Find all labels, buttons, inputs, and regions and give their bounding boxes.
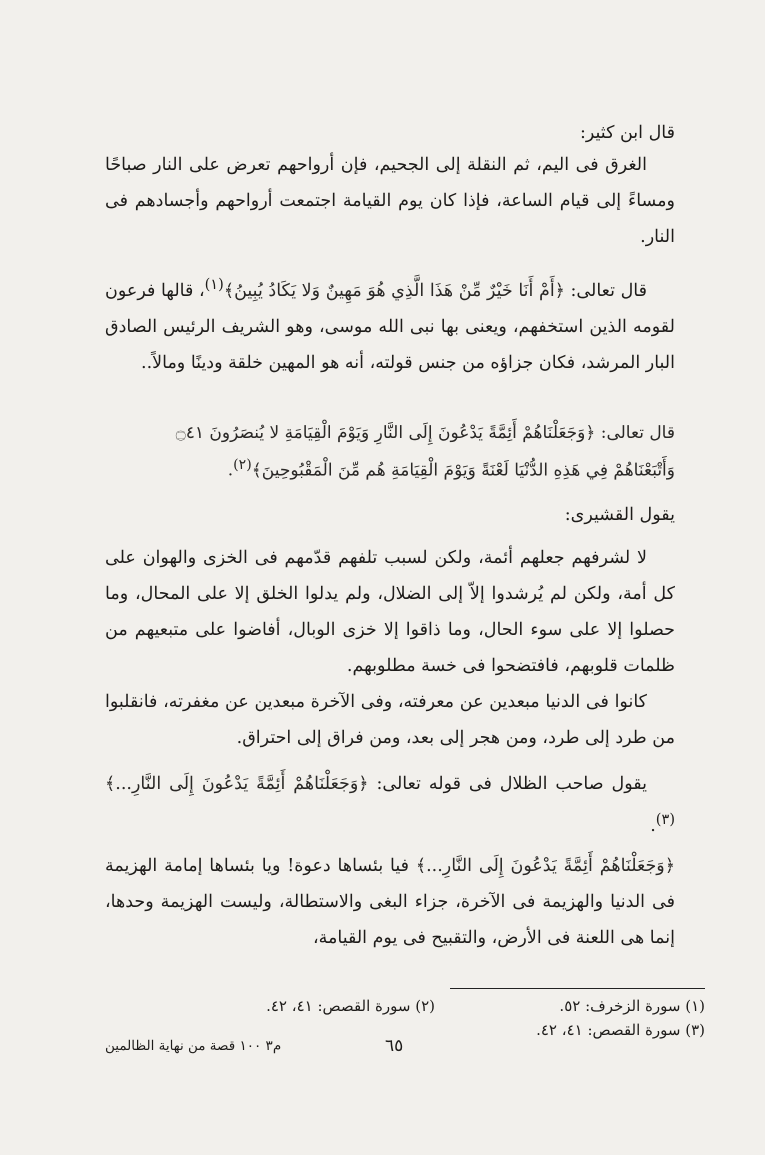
- zilal-intro: يقول صاحب الظلال فى قوله تعالى:: [376, 774, 647, 794]
- verse1-intro: قال تعالى:: [570, 280, 647, 301]
- footnote-separator: [450, 988, 705, 989]
- book-title-footer: م٣ ١٠٠ قصة من نهاية الظالمين: [105, 1038, 282, 1054]
- verse2-line-2: وَأَتْبَعْنَاهُمْ فِي هَذِهِ الدُّنْيَا لَعْنَةً وَيَوْمَ الْقِيَامَةِ هُم مِّنَ الْمَقْبُوحِينَ﴾$^{(٢)}$.: [227, 457, 675, 481]
- footnote-ref-1: (١): [204, 276, 224, 293]
- paragraph-zilal: يقول صاحب الظلال فى قوله تعالى: ﴿وَجَعَلْنَاهُمْ أَئِمَّةً يَدْعُونَ إِلَى النَّارِ...﴾$^{(٣)}$.: [105, 774, 675, 836]
- heading-qushayri: يقول القشيرى:: [564, 505, 675, 525]
- heading-ibn-kathir: قال ابن كثير:: [579, 123, 675, 143]
- paragraph-verse-pharaoh: [105, 267, 675, 381]
- quran-verse-qasas-41: ﴿وَجَعَلْنَاهُمْ أَئِمَّةً يَدْعُونَ إِلَى النَّارِ وَيَوْمَ الْقِيَامَةِ لا يُنصَرُونَ ۝٤١: [175, 423, 596, 443]
- footnote-1: (١) سورة الزخرف: ٥٢.: [559, 997, 705, 1015]
- page-number: ٦٥: [385, 1036, 404, 1056]
- defeat-commentary: فيا بئساها دعوة! ويا بئساها إمامة الهزيمة فى الدنيا والهزيمة فى الآخرة، جزاء البغى والاستطالة، وليست الهزيمة وحدها، إنما هى اللعنة فى الأرض، والتقبيح فى يوم القيامة،: [105, 856, 675, 948]
- verse2-intro: قال تعالى:: [600, 423, 675, 443]
- quran-verse-zilal: ﴿وَجَعَلْنَاهُمْ أَئِمَّةً يَدْعُونَ إِلَى النَّارِ...﴾: [105, 774, 369, 794]
- paragraph-defeat: [105, 848, 675, 956]
- paragraph-qushayri: لا لشرفهم جعلهم أئمة، ولكن لسبب تلفهم قدّمهم فى الخزى والهوان على كل أمة، ولكن لم يُرشدوا إلاّ إلى الضلال، ولم يدلوا الخلق إلا على المحال، وما حصلوا إلا على سوء الحال، وما ذاقوا إلا خزى الوبال، أفاضوا على متبعيهم من ظلمات قلوبهم، فافتضحوا فى خسة مطلوبهم.: [105, 548, 675, 676]
- verse2-line-1: [105, 418, 675, 448]
- footnote-ref-3: (٣): [655, 811, 675, 828]
- quran-verse-defeat: ﴿وَجَعَلْنَاهُمْ أَئِمَّةً يَدْعُونَ إِلَى النَّارِ...﴾: [415, 856, 675, 876]
- footnote-2: (٢) سورة القصص: ٤١، ٤٢.: [266, 997, 435, 1015]
- paragraph-estrangement: كانوا فى الدنيا مبعدين عن معرفته، وفى الآخرة مبعدين عن مغفرته، فانقلبوا من طرد إلى طرد، ومن هجر إلى بعد، ومن فراق إلى احتراق.: [105, 692, 675, 748]
- footnote-ref-2: (٢): [233, 457, 252, 473]
- footnote-3: (٣) سورة القصص: ٤١، ٤٢.: [536, 1021, 705, 1039]
- quran-verse-zukhruf: ﴿أَمْ أَنَا خَيْرٌ مِّنْ هَذَا الَّذِي هُوَ مَهِينٌ وَلا يَكَادُ يُبِينُ﴾: [223, 280, 565, 301]
- quran-verse-qasas-42: وَأَتْبَعْنَاهُمْ فِي هَذِهِ الدُّنْيَا لَعْنَةً وَيَوْمَ الْقِيَامَةِ هُم مِّنَ الْمَقْبُوحِينَ﴾: [251, 460, 675, 481]
- verse1-commentary: ، قالها فرعون لقومه الذين استخفهم، ويعنى بها نبى الله موسى، وهو الشريف الرئيس الصادق البار المرشد، فكان جزاؤه من جنس قولته، أنه هو المهين خلقة ودينًا ومالاً..: [105, 280, 675, 373]
- paragraph-ibn-kathir: الغرق فى اليم، ثم النقلة إلى الجحيم، فإن أرواحهم تعرض على النار صباحًا ومساءً إلى قيام الساعة، فإذا كان يوم القيامة اجتمعت أرواحهم وأجسادهم فى النار.: [105, 155, 675, 247]
